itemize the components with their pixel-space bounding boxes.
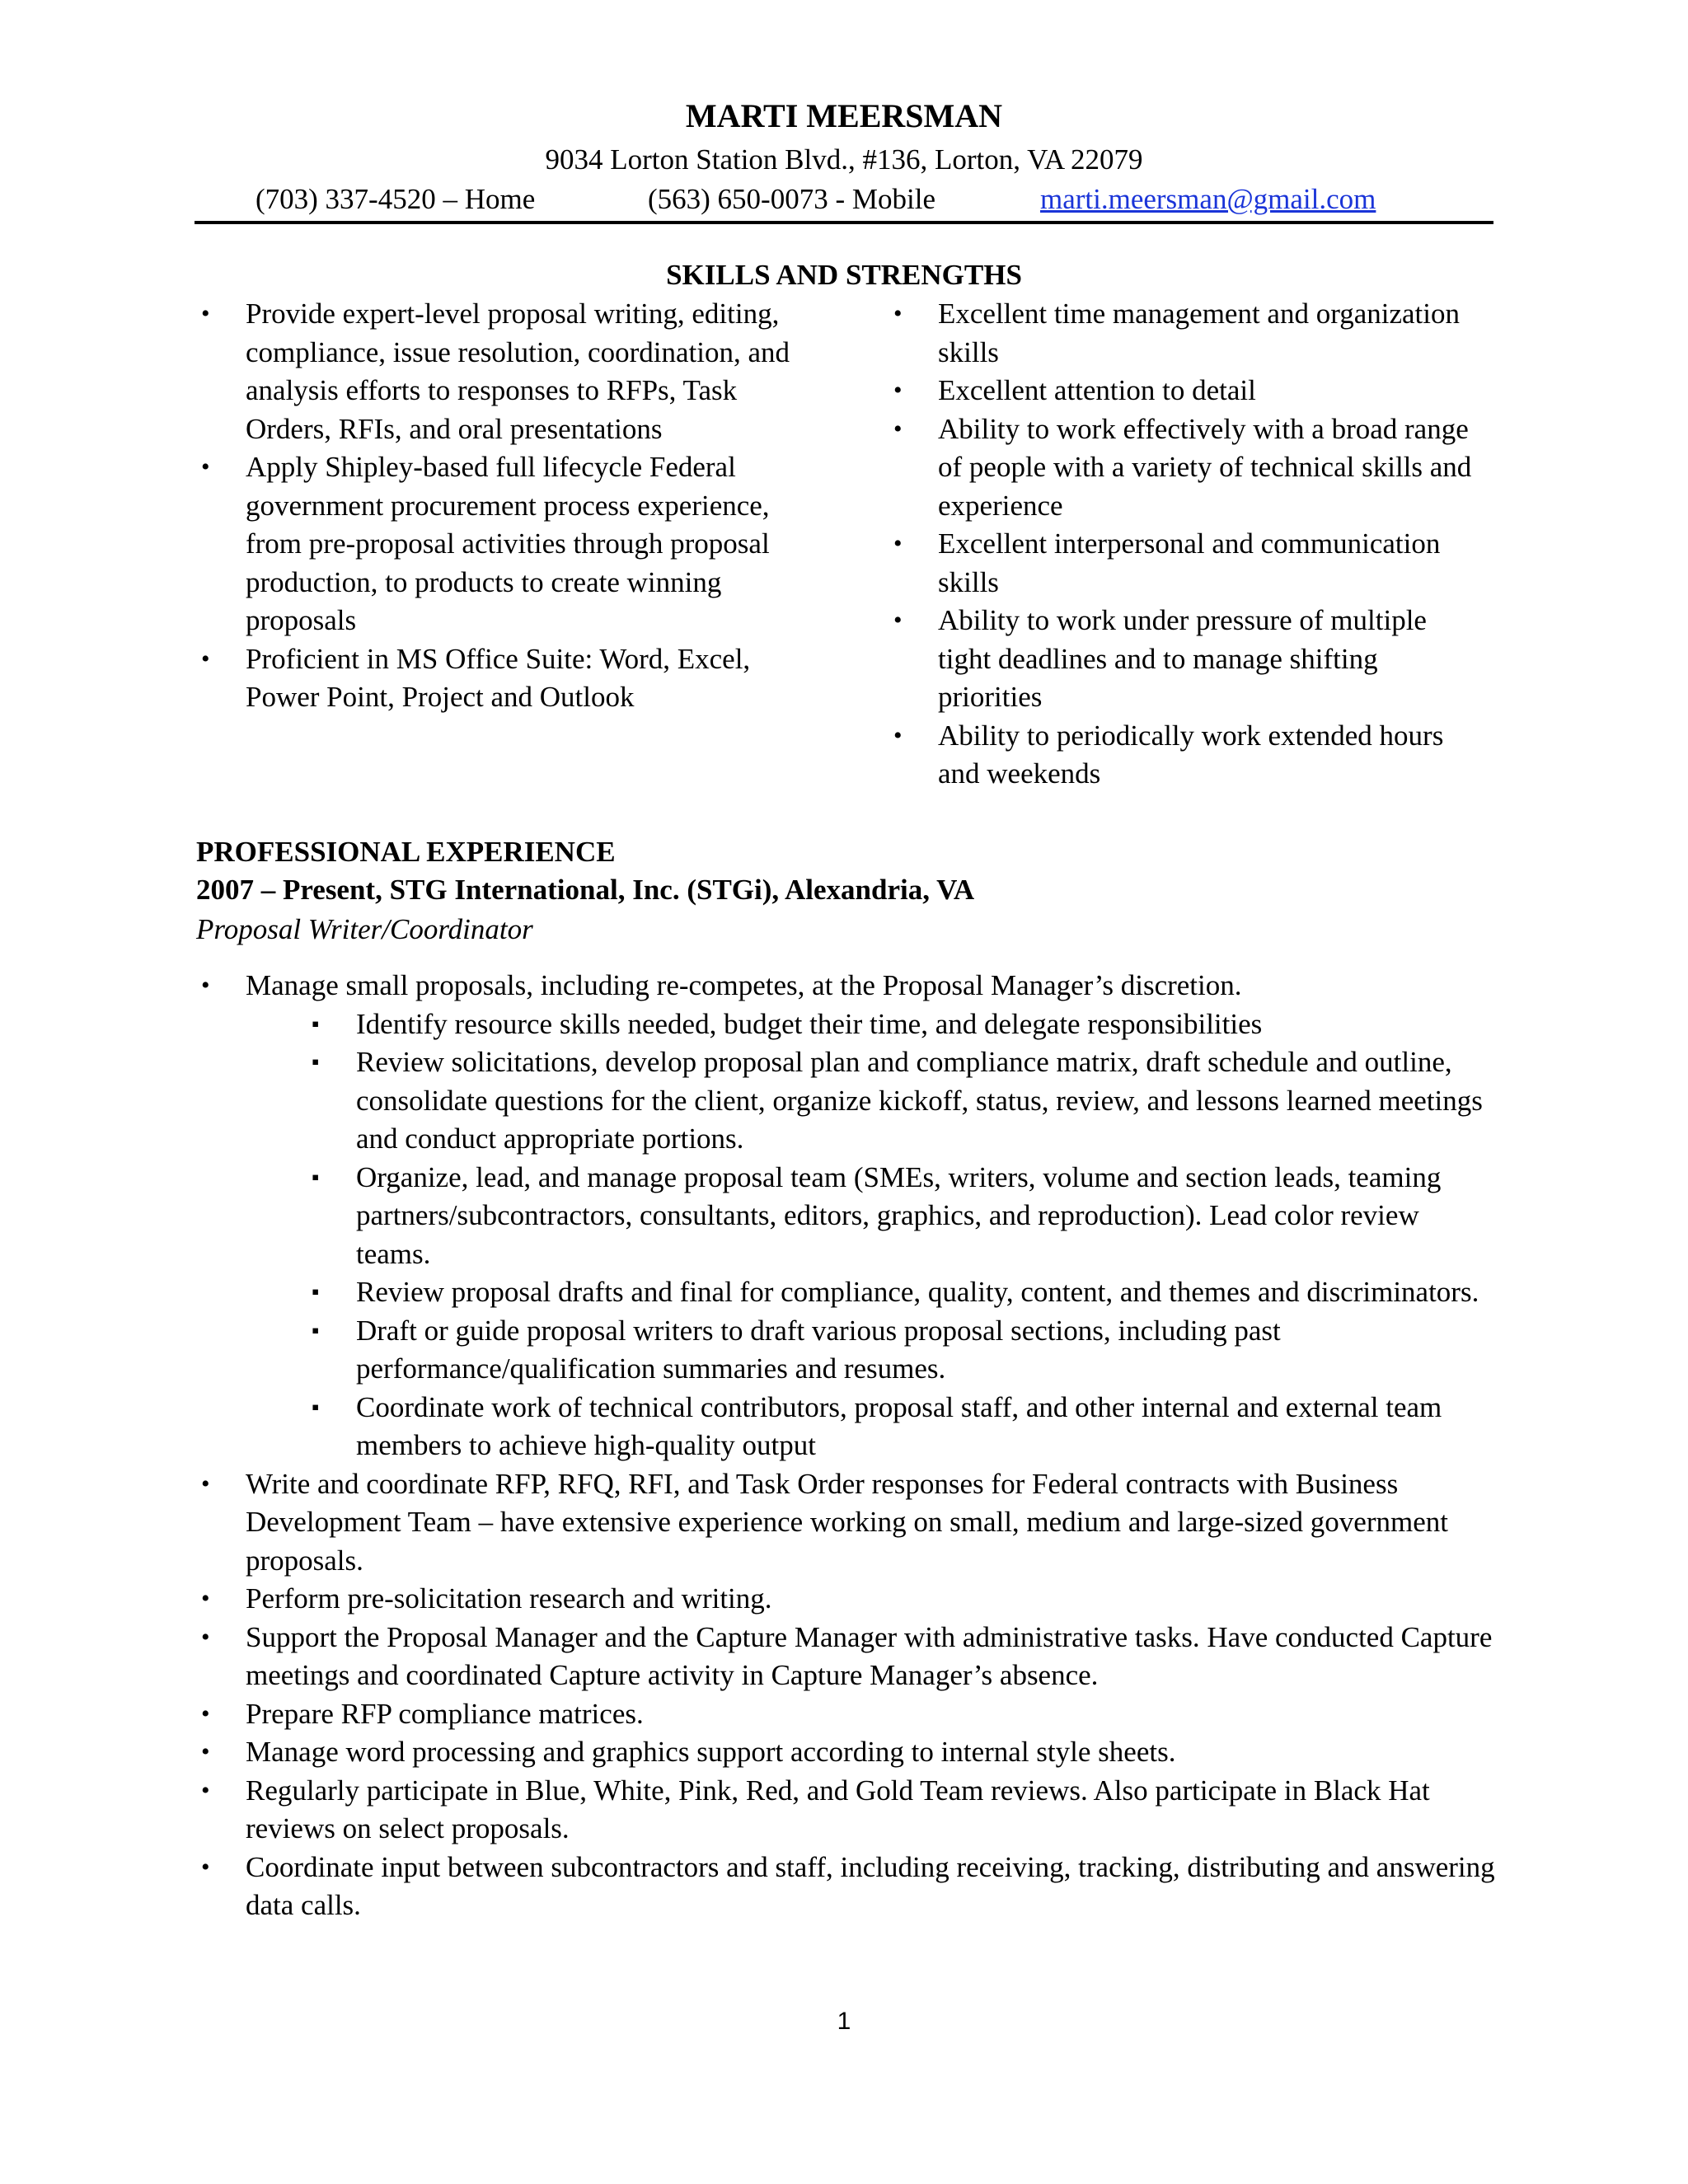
skills-section-title: SKILLS AND STRENGTHS xyxy=(666,259,1022,291)
sub-list-item: ▪ Review solicitations, develop proposal plan and compliance matrix, draft schedule and outline, consolidate questions for the client, organize kickoff, status, review, and lessons learned meetings and conduct appropriate portions. xyxy=(356,1043,1498,1159)
bullet-icon: • xyxy=(893,721,903,749)
job-heading: 2007 – Present, STG International, Inc. (STGi), Alexandria, VA xyxy=(196,874,975,906)
home-phone: (703) 337-4520 – Home xyxy=(256,183,536,215)
list-item: • Manage word processing and graphics support according to internal style sheets. xyxy=(196,1733,1498,1772)
sub-bullet-list xyxy=(312,1005,1498,1465)
experience-section-title: PROFESSIONAL EXPERIENCE xyxy=(196,836,616,868)
list-item: • Apply Shipley-based full lifecycle Federal government procurement process experience, from pre-proposal activities through proposal production, to products to create winning proposals xyxy=(196,448,790,640)
bullet-icon: • xyxy=(201,1776,210,1804)
bullet-icon: • xyxy=(893,415,903,443)
bullet-icon: • xyxy=(201,1623,210,1651)
mobile-phone: (563) 650-0073 - Mobile xyxy=(648,183,935,215)
bullet-icon: • xyxy=(893,300,903,327)
list-item: • Provide expert-level proposal writing, editing, compliance, issue resolution, coordination, and analysis efforts to responses to RFPs, Task Orders, RFIs, and oral presentations xyxy=(196,295,790,448)
square-bullet-icon: ▪ xyxy=(312,1050,320,1074)
square-bullet-icon: ▪ xyxy=(312,1318,320,1343)
list-item: • Prepare RFP compliance matrices. xyxy=(196,1695,1498,1734)
skills-left-list xyxy=(196,295,790,717)
bullet-icon: • xyxy=(201,300,210,327)
list-item: • Support the Proposal Manager and the Capture Manager with administrative tasks. Have conducted Capture meetings and coordinated Capture activity in Capture Manager’s absence. xyxy=(196,1619,1498,1695)
email-link[interactable]: marti.meersman@gmail.com xyxy=(1040,183,1376,215)
sub-list-item: ▪ Organize, lead, and manage proposal team (SMEs, writers, volume and section leads, teaming partners/subcontractors, consultants, editors, graphics, and reproduction). Lead color review teams. xyxy=(356,1159,1498,1274)
square-bullet-icon: ▪ xyxy=(312,1165,320,1189)
job-title: Proposal Writer/Coordinator xyxy=(196,913,533,945)
bullet-icon: • xyxy=(893,530,903,557)
page-number: 1 xyxy=(837,2008,851,2035)
list-item: • Ability to periodically work extended hours and weekends xyxy=(889,717,1482,794)
bullet-icon: • xyxy=(893,377,903,404)
skills-right-list xyxy=(889,295,1482,794)
square-bullet-icon: ▪ xyxy=(312,1394,320,1419)
candidate-name: MARTI MEERSMAN xyxy=(685,97,1003,134)
list-item: • Ability to work under pressure of multiple tight deadlines and to manage shifting priorities xyxy=(889,602,1482,717)
list-item: • Excellent attention to detail xyxy=(889,372,1482,410)
bullet-icon: • xyxy=(201,1738,210,1765)
sub-list-item: ▪ Draft or guide proposal writers to draft various proposal sections, including past performance/qualification summaries and resumes. xyxy=(356,1312,1498,1389)
square-bullet-icon: ▪ xyxy=(312,1011,320,1036)
list-item: • Write and coordinate RFP, RFQ, RFI, and Task Order responses for Federal contracts with Business Development Team – have extensive experience working on small, medium and large-sized government proposals. xyxy=(196,1465,1498,1581)
bullet-icon: • xyxy=(201,644,210,673)
list-item: • Regularly participate in Blue, White, Pink, Red, and Gold Team reviews. Also participate in Black Hat reviews on select proposals. xyxy=(196,1772,1498,1849)
list-item: • Ability to work effectively with a broad range of people with a variety of technical skills and experience xyxy=(889,410,1482,526)
list-item: • Excellent time management and organization skills xyxy=(889,295,1482,372)
bullet-icon: • xyxy=(201,1469,210,1497)
bullet-icon: • xyxy=(201,1585,210,1612)
bullet-icon: • xyxy=(201,453,210,480)
address: 9034 Lorton Station Blvd., #136, Lorton, VA 22079 xyxy=(545,143,1143,176)
sub-list-item: ▪ Coordinate work of technical contributors, proposal staff, and other internal and external team members to achieve high-quality output xyxy=(356,1389,1498,1465)
list-item: • Manage small proposals, including re-competes, at the Proposal Manager’s discretion. ▪ Identify resource skills needed, budget their time, and delegate responsibilities ▪ Review solicitations, develop proposal plan and compliance matrix, draft schedule and outline, consolidate questions for the client, organize kickoff, status, review, and lessons learned meetings and conduct appropriate portions. ▪ Organize, lead, and manage proposal team (SMEs, writers, volume and section leads, teaming partners/subcontractors, consultants, editors, graphics, and reproduction). Lead color review teams. ▪ Review proposal drafts and final for compliance, quality, content, and themes and discriminators. ▪ Draft or guide proposal writers to draft various proposal sections, including past performance/qualification summaries and resumes. ▪ Coordinate work of technical contributors, proposal staff, and other internal and external team members to achieve high-quality output xyxy=(196,967,1498,1465)
list-item: • Perform pre-solicitation research and writing. xyxy=(196,1580,1498,1619)
experience-list xyxy=(196,967,1498,1925)
sub-list-item: ▪ Identify resource skills needed, budget their time, and delegate responsibilities xyxy=(356,1005,1498,1044)
header-divider xyxy=(195,221,1493,224)
bullet-icon: • xyxy=(201,1853,210,1881)
bullet-icon: • xyxy=(201,972,210,999)
bullet-icon: • xyxy=(201,1699,210,1727)
bullet-icon: • xyxy=(893,607,903,634)
list-item: • Proficient in MS Office Suite: Word, Excel, Power Point, Project and Outlook xyxy=(196,640,790,717)
list-item: • Excellent interpersonal and communication skills xyxy=(889,525,1482,602)
square-bullet-icon: ▪ xyxy=(312,1280,320,1304)
sub-list-item: ▪ Review proposal drafts and final for compliance, quality, content, and themes and discriminators. xyxy=(356,1273,1498,1312)
list-item: • Coordinate input between subcontractors and staff, including receiving, tracking, distributing and answering data calls. xyxy=(196,1849,1498,1925)
